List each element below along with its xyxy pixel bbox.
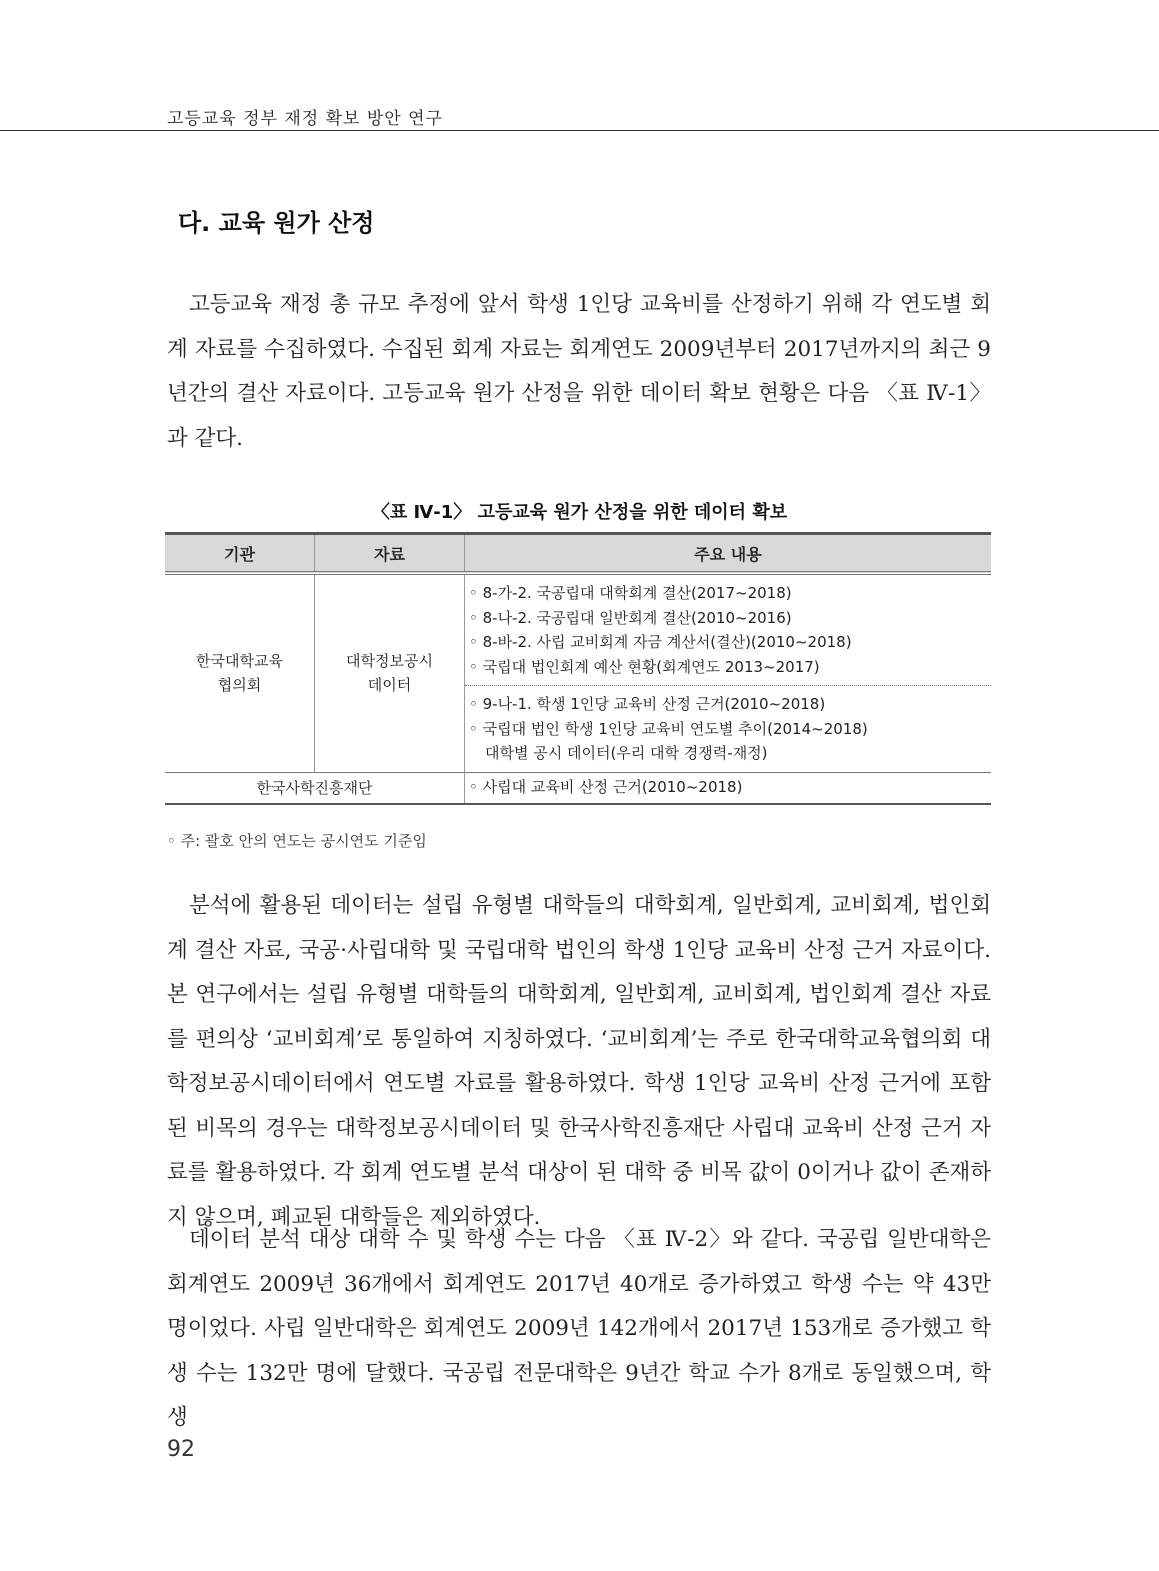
section-title: 다. 교육 원가 산정 xyxy=(178,209,375,237)
source-line2: 데이터 xyxy=(367,676,412,695)
paragraph-intro xyxy=(167,283,991,461)
table-row xyxy=(165,573,991,772)
table-footnote: ◦ 주: 괄호 안의 연도는 공시연도 기준임 xyxy=(167,832,427,850)
org-line2: 협의회 xyxy=(217,676,262,695)
content-block-accounting xyxy=(465,575,991,686)
running-header: 고등교육 정부 재정 확보 방안 연구 xyxy=(167,109,443,129)
header-source: 자료 xyxy=(315,534,465,574)
content-block-cost xyxy=(465,686,991,772)
content-block-foundation xyxy=(465,773,991,802)
org-line1: 한국대학교육 xyxy=(196,652,283,671)
cell-content-foundation xyxy=(465,772,992,804)
header-divider xyxy=(0,130,1159,131)
paragraph-sample-size-text: 데이터 분석 대상 대학 수 및 학생 수는 다음 〈표 Ⅳ-2〉와 같다. 국공립 일반대학은 회계연도 2009년 36개에서 회계연도 2017년 40개로 증가하였고 학생 수는 약 43만 명이었다. 사립 일반대학은 회계연도 2009년 142개에서 2017년 153개로 증가했고 학생 수는 132만 명에 달했다. 국공립 전문대학은 9년간 학교 수가 8개로 동일했으며, 학생 xyxy=(167,1227,991,1430)
list-item-continuation: 대학별 공시 데이터(우리 대학 경쟁력-재정) xyxy=(485,744,768,762)
table-caption: 〈표 Ⅳ-1〉 고등교육 원가 산정을 위한 데이터 확보 xyxy=(371,502,788,523)
header-org: 기관 xyxy=(165,534,315,574)
list-item: ◦ 8-나-2. 국공립대 일반회계 결산(2010~2016) xyxy=(469,608,792,627)
data-table xyxy=(165,532,991,805)
list-item: ◦ 8-가-2. 국공립대 대학회계 결산(2017~2018) xyxy=(469,584,792,602)
list-item xyxy=(469,717,983,766)
table-header-row xyxy=(165,534,991,574)
list-item: ◦ 8-바-2. 사립 교비회계 자금 계산서(결산)(2010~2018) xyxy=(469,633,852,651)
paragraph-data-sources xyxy=(167,884,991,1240)
list-item: ◦ 국립대 법인회계 예산 현황(회계연도 2013~2017) xyxy=(469,657,820,676)
paragraph-data-sources-text: 분석에 활용된 데이터는 설립 유형별 대학들의 대학회계, 일반회계, 교비회계, 법인회계 결산 자료, 국공·사립대학 및 국립대학 법인의 학생 1인당 교육비 산정 근거 자료이다. 본 연구에서는 설립 유형별 대학들의 대학회계, 일반회계, 교비회계, 법인회계 결산 자료를 편의상 ‘교비회계’로 통일하여 지칭하였다. ‘교비회계’는 주로 한국대학교육협의회 대학정보공시데이터에서 연도별 자료를 활용하였다. 학생 1인당 교육비 산정 근거에 포함된 비목의 경우는 대학정보공시데이터 및 한국사학진흥재단 사립대 교육비 산정 근거 자료를 활용하였다. 각 회계 연도별 분석 대상이 된 대학 중 비목 값이 0이거나 값이 존재하지 않으며, 폐교된 대학들은 제외하였다. xyxy=(167,893,991,1230)
cell-content xyxy=(465,573,992,772)
list-item: ◦ 사립대 교육비 산정 근거(2010~2018) xyxy=(469,778,743,797)
page-number: 92 xyxy=(167,1437,195,1462)
table-row xyxy=(165,772,991,804)
source-line1: 대학정보공시 xyxy=(346,652,433,671)
paragraph-sample-size xyxy=(167,1218,991,1441)
paragraph-intro-text: 고등교육 재정 총 규모 추정에 앞서 학생 1인당 교육비를 산정하기 위해 각 연도별 회계 자료를 수집하였다. 수집된 회계 자료는 회계연도 2009년부터 2017년까지의 최근 9년간의 결산 자료이다. 고등교육 원가 산정을 위한 데이터 확보 현황은 다음 〈표 Ⅳ-1〉과 같다. xyxy=(167,292,991,451)
list-item: ◦ 9-나-1. 학생 1인당 교육비 산정 근거(2010~2018) xyxy=(469,695,826,713)
list-item-text: ◦ 국립대 법인 학생 1인당 교육비 연도별 추이(2014~2018) xyxy=(469,719,868,738)
cell-source xyxy=(315,573,465,772)
cell-org xyxy=(165,573,315,772)
header-content: 주요 내용 xyxy=(465,534,992,574)
cell-org-foundation: 한국사학진흥재단 xyxy=(165,772,465,804)
